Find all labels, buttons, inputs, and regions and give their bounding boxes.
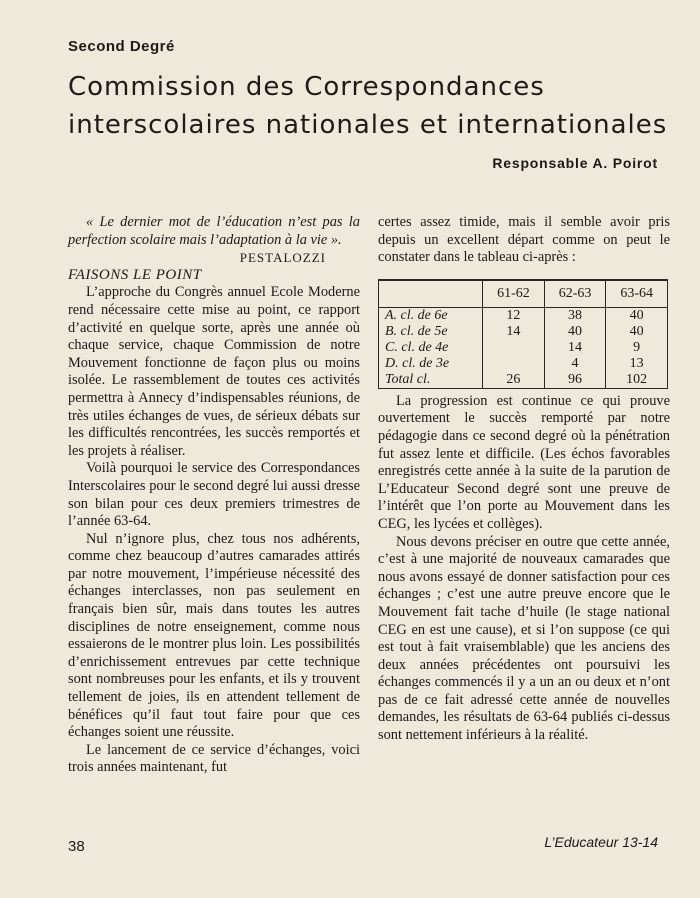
table-cell [483, 340, 545, 356]
table-row [379, 324, 668, 340]
table-cell: 102 [606, 372, 668, 389]
publication-name: L’Educateur 13-14 [544, 834, 658, 850]
table-cell: 14 [544, 340, 606, 356]
table-cell: 12 [483, 307, 545, 324]
epigraph: « Le dernier mot de l’éducation n’est pas la perfection scolaire mais l’adaptation à la vie ». [68, 214, 360, 248]
table-cell: 40 [606, 307, 668, 324]
table-cell: 4 [544, 356, 606, 372]
table-cell: 26 [483, 372, 545, 389]
column-header: 63-64 [606, 280, 668, 308]
table-row [379, 340, 668, 356]
paragraph: Nul n’ignore plus, chez tous nos adhérents, comme chez beaucoup d’autres camarades attirés par notre mouvement, l’impérieuse nécessité des échanges interclasses, non pas seulement en français bien sûr, mais dans toutes les autres disciplines de notre enseignement, comme nous essaierons de le montrer plus loin. Les possibilités d’enrichissement entrevues par cette technique sont nombreuses pour les enfants, et ils y trouvent tellement de joies, ils en attendent tellement de bénéfices qu’il faut tout faire pour que ces échanges soient une réussite. [68, 530, 360, 741]
row-label: C. cl. de 4e [379, 340, 483, 356]
section-label: Second Degré [68, 38, 175, 55]
row-label: Total cl. [379, 372, 483, 389]
column-header [379, 280, 483, 308]
responsable-line: Responsable A. Poirot [492, 155, 658, 171]
progression-table [378, 279, 668, 389]
section-heading: FAISONS LE POINT [68, 266, 202, 283]
page-number: 38 [68, 838, 85, 855]
paragraph: Voilà pourquoi le service des Correspondances Interscolaires pour le second degré lui aussi dresse son bilan pour ces deux premiers trimestres de l’année 63-64. [68, 460, 360, 530]
table-cell: 40 [606, 324, 668, 340]
table-row [379, 307, 668, 324]
table-cell: 96 [544, 372, 606, 389]
epigraph-author: PESTALOZZI [239, 250, 326, 266]
row-label: A. cl. de 6e [379, 307, 483, 324]
paragraph: L’approche du Congrès annuel Ecole Moderne rend nécessaire cette mise au point, ce rapport d’activité en quelque sorte, après une année où chaque service, chaque Commission de notre Mouvement fonctionne de façon plus ou moins isolée. Le rassemblement de toutes ces activités permettra à Annecy d’indispensables réunions, de très utiles échanges de vues, de sérieux débats sur les difficultés rencontrées, les succès remportés et les projets à réaliser. [68, 284, 360, 459]
table-cell [483, 356, 545, 372]
left-column [68, 214, 360, 777]
table-cell: 14 [483, 324, 545, 340]
table-total-row [379, 372, 668, 389]
row-label: D. cl. de 3e [379, 356, 483, 372]
table-cell: 38 [544, 307, 606, 324]
paragraph: Le lancement de ce service d’échanges, voici trois années maintenant, fut [68, 741, 360, 776]
row-label: B. cl. de 5e [379, 324, 483, 340]
table-cell: 13 [606, 356, 668, 372]
table-row [379, 356, 668, 372]
column-header: 61-62 [483, 280, 545, 308]
right-column [378, 214, 670, 745]
paragraph: Nous devons préciser en outre que cette année, c’est à une majorité de nouveaux camarades que nous avons essayé de donner satisfaction pour ces échanges ; c’est une autre preuve encore que le Mouvement fait tache d’huile (le stage national CEG en est une cause), et si l’on suppose (ce qui est tout à fait vraisemblable) que les anciens des deux années précédentes ont poursuivi les échanges commencés il y a un an ou deux et n’ont pas de ce fait adressé cette année de nouvelles demandes, les résultats de 63-64 publiés ci-dessus sont nettement inférieurs à la réalité. [378, 533, 670, 744]
table-cell: 40 [544, 324, 606, 340]
column-header: 62-63 [544, 280, 606, 308]
article-title: Commission des Correspondances interscolaires nationales et internationales [68, 72, 668, 140]
table-cell: 9 [606, 340, 668, 356]
paragraph: certes assez timide, mais il semble avoir pris depuis un excellent départ comme on peut le constater dans le tableau ci-après : [378, 214, 670, 266]
table-header-row [379, 280, 668, 308]
paragraph: La progression est continue ce qui prouve ouvertement le succès remporté par notre pédagogie dans ce second degré où la pénétration fut assez lente et difficile. (Les échos favorables enregistrés cette année à la suite de la parution de L’Educateur Second degré sont une preuve de l’intérêt que l’on porte au Mouvement dans les CEG, les lycées et collèges). [378, 392, 670, 532]
